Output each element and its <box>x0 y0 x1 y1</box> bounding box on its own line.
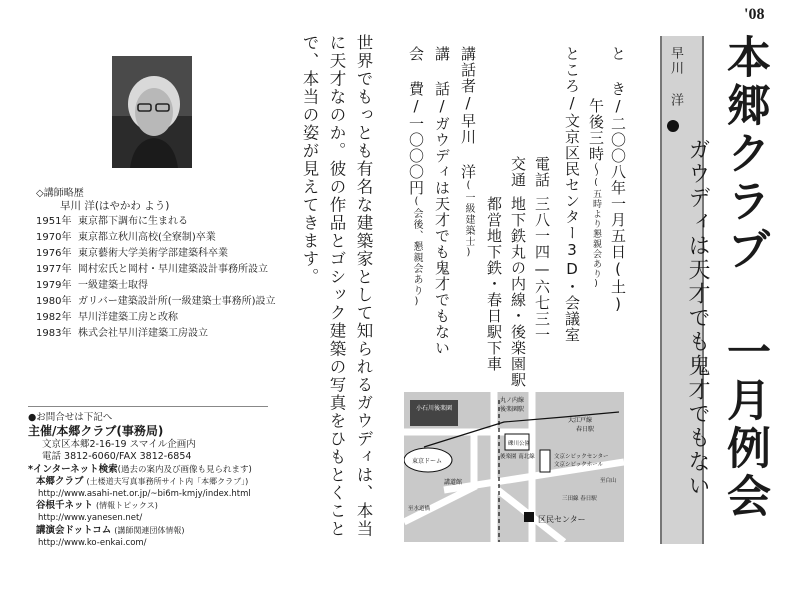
place-row <box>564 46 579 343</box>
phone-value: 三八一四—六七三一 <box>533 196 551 343</box>
net-heading: *インターネット検索 <box>28 463 118 475</box>
map-mita: 三田線 春日駅 <box>562 496 597 502</box>
fee-note: (会後、懇親会あり) <box>411 196 422 308</box>
site1-note: (土楼道夫写真事務所サイト内「本郷クラブ」) <box>86 476 249 486</box>
site3-name: 講演会ドットコム <box>36 524 112 536</box>
speaker-value: 早川 洋 <box>459 113 477 180</box>
site1-link[interactable]: http://www.asahi-net.or.jp/~bi6m-kmjy/index.html <box>38 489 251 500</box>
organizer: 主催/本郷クラブ(事務局) <box>28 424 164 439</box>
contact-address: 文京区本郷2-16-19 スマイル企画内 <box>42 439 196 451</box>
map-marunouchi: 丸ノ内線 <box>500 397 525 404</box>
date-value: 二〇〇八年一月五日(土) <box>609 116 627 314</box>
site3-note: (講師関連団体情報) <box>114 525 185 535</box>
subtitle-speaker: 早川 洋 <box>668 46 683 108</box>
bio-item: 1983年 株式会社早川洋建築工房設立 <box>36 328 208 339</box>
bio-item: 1951年 東京都下調布に生まれる <box>36 216 188 227</box>
bio-item: 1979年 一級建築士取得 <box>36 280 148 291</box>
time-value: 午後三時〜 <box>587 98 605 178</box>
map-civic <box>540 450 550 472</box>
map-kumin-label: 区民センター <box>538 515 586 524</box>
fee-row <box>408 46 423 308</box>
access-label: 交通 <box>509 156 527 188</box>
site2-note: (情報トピックス) <box>96 501 158 511</box>
map-dome-label: 東京ドーム <box>412 458 443 465</box>
bio-item: 1982年 早川洋建築工房と改称 <box>36 312 178 323</box>
date-row <box>610 46 625 314</box>
site3-link[interactable]: http://www.ko-enkai.com/ <box>38 537 147 548</box>
bio-item: 1980年 ガリバー建築設計所(一級建築士事務所)設立 <box>36 296 276 307</box>
phone-label: 電話 <box>533 156 551 188</box>
fee-value: 一〇〇〇円 <box>407 116 425 196</box>
access-map <box>404 392 624 542</box>
contact-block <box>28 412 278 549</box>
page-title: 本郷クラブ 一月例会 <box>719 34 770 521</box>
phone-row <box>534 156 549 188</box>
year-label: '08 <box>744 6 765 23</box>
site2-link[interactable]: http://www.yanesen.net/ <box>38 513 143 524</box>
talk-value: ガウディは天才でも鬼才でもない <box>433 116 451 356</box>
talk-row <box>434 46 449 356</box>
bio-heading: ◇講師略歴 <box>36 188 84 199</box>
bio-item: 1976年 東京藝術大学美術学部建築科卒業 <box>36 248 228 259</box>
speaker-row <box>460 46 475 259</box>
speaker-photo <box>112 56 192 168</box>
bullet-dot-icon <box>667 120 679 132</box>
bio-item: 1970年 東京都立秋川高校(全寮制)卒業 <box>36 232 216 243</box>
date-label: と き/ <box>609 46 627 116</box>
map-kodokan: 講道館 <box>444 479 463 486</box>
map-koishikawa: 小石川後楽園 <box>416 405 453 412</box>
speaker-label: 講話者/ <box>459 46 477 113</box>
map-oedo: 大江戸線 <box>568 417 593 424</box>
fee-label: 会 費/ <box>407 46 425 116</box>
map-park-label: 礫川公園 <box>508 441 531 447</box>
contact-heading: ●お問合せは下記へ <box>28 412 113 423</box>
place-value: 文京区民センター3D・会議室 <box>563 113 581 343</box>
map-hakusan: 至白山 <box>600 478 617 484</box>
map-garden <box>410 400 458 426</box>
time-row <box>588 98 603 290</box>
bio-item: 1977年 岡村宏氏と岡村・早川建築設計事務所設立 <box>36 264 268 275</box>
net-note: (過去の案内及び画像も見られます) <box>117 464 252 475</box>
place-label: ところ/ <box>563 46 581 113</box>
bio-name: 早川 洋(はやかわ よう) <box>60 200 170 212</box>
site2-name: 谷根千ネット <box>36 500 94 512</box>
map-kasuga-st: 春日駅 <box>576 426 595 433</box>
map-civic-label: 文京シビックセンター <box>554 454 609 460</box>
talk-label: 講 話/ <box>433 46 451 116</box>
event-description: 世界でもっとも有名な建築家として知られるガウディは、本当に天才なのか。彼の作品とゴシック建築の写真をひもとくことで、本当の姿が見えてきます。 <box>300 34 373 538</box>
map-korakuen-nanboku: 後楽園 南北線 <box>500 454 535 460</box>
access-line2: 都営地下鉄・春日駅下車 <box>485 196 503 372</box>
divider <box>28 406 268 407</box>
access-line1: 地下鉄丸の内線・後楽園駅 <box>509 196 527 388</box>
time-note: (五時より懇親会あり) <box>591 178 601 290</box>
map-civic-hall: 文京シビックホール <box>554 462 604 468</box>
site1-name: 本郷クラブ <box>36 475 84 487</box>
map-korakuen-st: 後楽園駅 <box>500 406 525 413</box>
contact-phone: 電話 3812-6060/FAX 3812-6854 <box>42 451 192 463</box>
speaker-note: (一級建築士) <box>463 180 474 259</box>
map-suidobashi: 至水道橋 <box>408 506 431 512</box>
map-kumin-marker <box>524 512 534 522</box>
subtitle: ガウディは天才でも鬼才でもない <box>685 138 710 498</box>
